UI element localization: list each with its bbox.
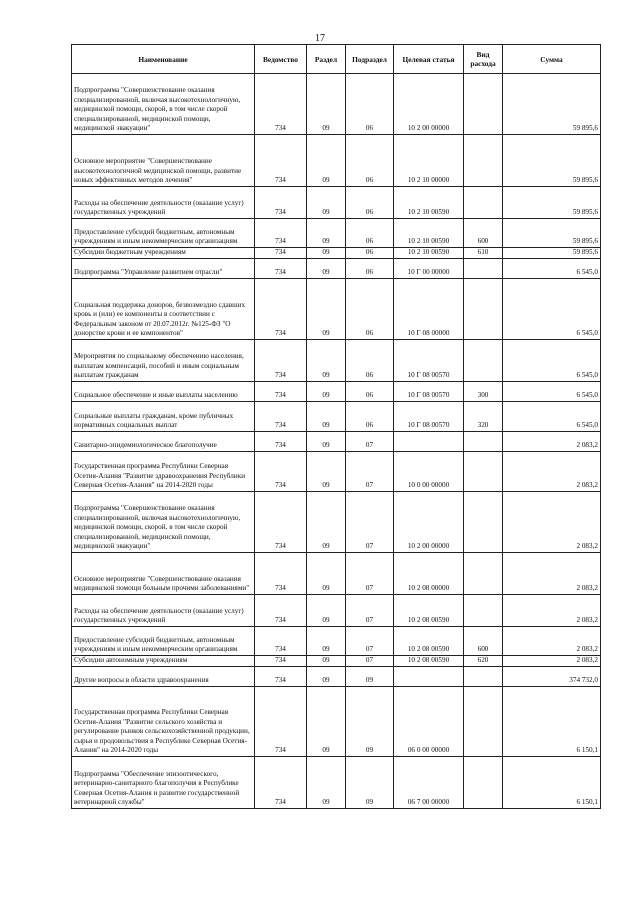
table-row (72, 627, 601, 656)
cell-razdel: 09 (307, 492, 346, 553)
cell-statya: 10 2 10 00590 (394, 248, 464, 259)
cell-name: Социальное обеспечение и иные выплаты населению (72, 382, 255, 402)
cell-statya (394, 432, 464, 452)
cell-summa: 59 895,6 (503, 219, 601, 248)
table-row (72, 187, 601, 219)
table-row (72, 452, 601, 492)
table-row (72, 757, 601, 809)
cell-vid (464, 340, 503, 382)
header-name: Наименование (72, 45, 255, 74)
table-row (72, 667, 601, 687)
cell-vid (464, 492, 503, 553)
cell-ved: 734 (255, 135, 307, 187)
cell-vid: 610 (464, 248, 503, 259)
cell-vid (464, 135, 503, 187)
cell-summa: 2 083,2 (503, 432, 601, 452)
cell-vid (464, 595, 503, 627)
cell-ved: 734 (255, 492, 307, 553)
cell-summa: 2 083,2 (503, 492, 601, 553)
cell-podrazdel: 09 (346, 687, 394, 757)
cell-podrazdel: 06 (346, 382, 394, 402)
cell-statya: 06 7 00 00000 (394, 757, 464, 809)
cell-summa: 59 895,6 (503, 135, 601, 187)
cell-vid (464, 667, 503, 687)
table-row (72, 135, 601, 187)
cell-razdel: 09 (307, 595, 346, 627)
table-row (72, 340, 601, 382)
header-vedomstvo: Ведомство (255, 45, 307, 74)
cell-razdel: 09 (307, 219, 346, 248)
cell-name: Государственная программа Республики Северная Осетия-Алания "Развитие здравоохранения Республики Северная Осетия-Алания" на 2014-2020 годы (72, 452, 255, 492)
cell-vid (464, 187, 503, 219)
cell-razdel: 09 (307, 667, 346, 687)
cell-statya: 10 2 00 00000 (394, 74, 464, 135)
cell-podrazdel: 07 (346, 656, 394, 667)
cell-vid (464, 687, 503, 757)
cell-razdel: 09 (307, 248, 346, 259)
cell-vid: 600 (464, 627, 503, 656)
cell-vid (464, 279, 503, 340)
table-row (72, 259, 601, 279)
table-row (72, 279, 601, 340)
cell-razdel: 09 (307, 452, 346, 492)
cell-summa: 2 083,2 (503, 595, 601, 627)
table-row (72, 492, 601, 553)
cell-ved: 734 (255, 402, 307, 432)
cell-ved: 734 (255, 259, 307, 279)
header-tselevaya-statya: Целевая статья (394, 45, 464, 74)
cell-ved: 734 (255, 340, 307, 382)
cell-summa: 6 545,0 (503, 382, 601, 402)
cell-ved: 734 (255, 432, 307, 452)
cell-ved: 734 (255, 382, 307, 402)
cell-statya: 10 2 10 00590 (394, 187, 464, 219)
cell-statya: 06 0 00 00000 (394, 687, 464, 757)
cell-podrazdel: 07 (346, 595, 394, 627)
cell-podrazdel: 07 (346, 627, 394, 656)
header-razdel: Раздел (307, 45, 346, 74)
cell-vid (464, 432, 503, 452)
cell-razdel: 09 (307, 135, 346, 187)
cell-podrazdel: 09 (346, 757, 394, 809)
cell-ved: 734 (255, 656, 307, 667)
cell-ved: 734 (255, 452, 307, 492)
cell-statya: 10 Г 08 00570 (394, 402, 464, 432)
cell-podrazdel: 06 (346, 74, 394, 135)
cell-ved: 734 (255, 187, 307, 219)
cell-name: Подпрограмма "Совершенствование оказания специализированной, включая высокотехнологичную, медицинской помощи, скорой, в том числе скорой специализированной, медицинской помощи, медицинской эвакуации" (72, 492, 255, 553)
cell-podrazdel: 07 (346, 553, 394, 595)
table-row (72, 553, 601, 595)
cell-name: Основное мероприятие "Совершенствование оказания медицинской помощи больным прочими заболеваниями" (72, 553, 255, 595)
cell-name: Санитарно-эпидемиологическое благополучие (72, 432, 255, 452)
cell-ved: 734 (255, 757, 307, 809)
cell-name: Подпрограмма "Совершенствование оказания специализированной, включая высокотехнологичную, медицинской помощи, скорой, в том числе скорой специализированной, медицинской помощи, медицинской эвакуации" (72, 74, 255, 135)
cell-name: Социальные выплаты гражданам, кроме публичных нормативных социальных выплат (72, 402, 255, 432)
cell-razdel: 09 (307, 279, 346, 340)
cell-razdel: 09 (307, 259, 346, 279)
cell-name: Основное мероприятие "Совершенствование высокотехнологичной медицинской помощи, развитие новых эффективных методов лечения" (72, 135, 255, 187)
cell-ved: 734 (255, 248, 307, 259)
table-row (72, 402, 601, 432)
cell-name: Предоставление субсидий бюджетным, автономным учреждениям и иным некоммерческим организациям (72, 627, 255, 656)
cell-razdel: 09 (307, 340, 346, 382)
cell-razdel: 09 (307, 402, 346, 432)
cell-ved: 734 (255, 74, 307, 135)
cell-razdel: 09 (307, 757, 346, 809)
cell-podrazdel: 06 (346, 279, 394, 340)
cell-statya: 10 2 08 00590 (394, 627, 464, 656)
cell-summa: 6 150,1 (503, 687, 601, 757)
page-number: 17 (315, 33, 325, 44)
cell-name: Мероприятия по социальному обеспечению населения, выплатам компенсаций, пособий и иным социальным выплатам гражданам (72, 340, 255, 382)
cell-vid: 620 (464, 656, 503, 667)
cell-statya: 10 2 10 00590 (394, 219, 464, 248)
table-row (72, 432, 601, 452)
cell-summa: 59 895,6 (503, 248, 601, 259)
cell-razdel: 09 (307, 74, 346, 135)
cell-statya: 10 Г 08 00570 (394, 340, 464, 382)
table-body (72, 74, 601, 809)
cell-vid (464, 757, 503, 809)
cell-summa: 6 150,1 (503, 757, 601, 809)
budget-table (71, 44, 601, 809)
cell-summa: 6 545,0 (503, 340, 601, 382)
cell-podrazdel: 06 (346, 219, 394, 248)
cell-statya: 10 2 10 00000 (394, 135, 464, 187)
cell-vid: 300 (464, 382, 503, 402)
cell-statya: 10 2 08 00000 (394, 553, 464, 595)
cell-razdel: 09 (307, 687, 346, 757)
table-row (72, 74, 601, 135)
cell-razdel: 09 (307, 656, 346, 667)
cell-summa: 59 895,6 (503, 74, 601, 135)
cell-podrazdel: 07 (346, 492, 394, 553)
table-row (72, 382, 601, 402)
cell-name: Социальная поддержка доноров, безвозмездно сдавших кровь и (или) ее компоненты в соответствии с Федеральным законом от 20.07.2012г. №125-ФЗ "О донорстве крови и ее компонентов" (72, 279, 255, 340)
cell-summa: 2 083,2 (503, 656, 601, 667)
cell-ved: 734 (255, 667, 307, 687)
header-vid-raskhoda: Вид расхода (464, 45, 503, 74)
cell-razdel: 09 (307, 432, 346, 452)
cell-summa: 59 895,6 (503, 187, 601, 219)
cell-summa: 2 083,2 (503, 553, 601, 595)
table-row (72, 219, 601, 248)
cell-ved: 734 (255, 219, 307, 248)
cell-statya: 10 2 08 00590 (394, 656, 464, 667)
cell-statya: 10 2 00 00000 (394, 492, 464, 553)
cell-ved: 734 (255, 279, 307, 340)
cell-statya: 10 Г 00 00000 (394, 259, 464, 279)
cell-vid (464, 74, 503, 135)
cell-summa: 2 083,2 (503, 452, 601, 492)
table-row (72, 248, 601, 259)
cell-name: Субсидии автономным учреждениям (72, 656, 255, 667)
cell-ved: 734 (255, 687, 307, 757)
cell-summa: 374 732,0 (503, 667, 601, 687)
header-podrazdel: Подраздел (346, 45, 394, 74)
cell-name: Государственная программа Республики Северная Осетия-Алания "Развитие сельского хозяйства и регулирование рынков сельскохозяйственной продукции, сырья и продовольствия в Республике Северная Осетия-Алания" на 2014-2020 годы (72, 687, 255, 757)
cell-name: Другие вопросы в области здравоохранения (72, 667, 255, 687)
cell-statya: 10 Г 08 00570 (394, 382, 464, 402)
cell-summa: 6 545,0 (503, 259, 601, 279)
cell-name: Расходы на обеспечение деятельности (оказание услуг) государственных учреждений (72, 595, 255, 627)
cell-razdel: 09 (307, 553, 346, 595)
cell-razdel: 09 (307, 382, 346, 402)
cell-statya (394, 667, 464, 687)
cell-podrazdel: 06 (346, 248, 394, 259)
cell-ved: 734 (255, 595, 307, 627)
cell-vid: 320 (464, 402, 503, 432)
cell-ved: 734 (255, 627, 307, 656)
cell-summa: 6 545,0 (503, 279, 601, 340)
table-row (72, 656, 601, 667)
cell-podrazdel: 06 (346, 259, 394, 279)
table-row (72, 687, 601, 757)
cell-podrazdel: 06 (346, 135, 394, 187)
cell-statya: 10 2 08 00590 (394, 595, 464, 627)
table-header-row (72, 45, 601, 74)
cell-vid (464, 452, 503, 492)
cell-podrazdel: 06 (346, 340, 394, 382)
cell-vid (464, 259, 503, 279)
cell-podrazdel: 06 (346, 187, 394, 219)
cell-statya: 10 0 00 00000 (394, 452, 464, 492)
cell-podrazdel: 09 (346, 667, 394, 687)
cell-podrazdel: 07 (346, 452, 394, 492)
cell-razdel: 09 (307, 627, 346, 656)
cell-name: Предоставление субсидий бюджетным, автономным учреждениям и иным некоммерческим организациям (72, 219, 255, 248)
cell-summa: 6 545,0 (503, 402, 601, 432)
table-row (72, 595, 601, 627)
cell-name: Субсидии бюджетным учреждениям (72, 248, 255, 259)
cell-name: Расходы на обеспечение деятельности (оказание услуг) государственных учреждений (72, 187, 255, 219)
cell-summa: 2 083,2 (503, 627, 601, 656)
cell-razdel: 09 (307, 187, 346, 219)
cell-statya: 10 Г 08 00000 (394, 279, 464, 340)
cell-name: Подпрограмма "Обеспечение эпизоотического, ветеринарно-санитарного благополучия в Республике Северная Осетия-Алания и развитие государственной ветеринарной службы" (72, 757, 255, 809)
cell-podrazdel: 06 (346, 402, 394, 432)
header-summa: Сумма (503, 45, 601, 74)
cell-vid: 600 (464, 219, 503, 248)
cell-ved: 734 (255, 553, 307, 595)
cell-name: Подпрограмма "Управление развитием отрасли" (72, 259, 255, 279)
cell-podrazdel: 07 (346, 432, 394, 452)
cell-vid (464, 553, 503, 595)
